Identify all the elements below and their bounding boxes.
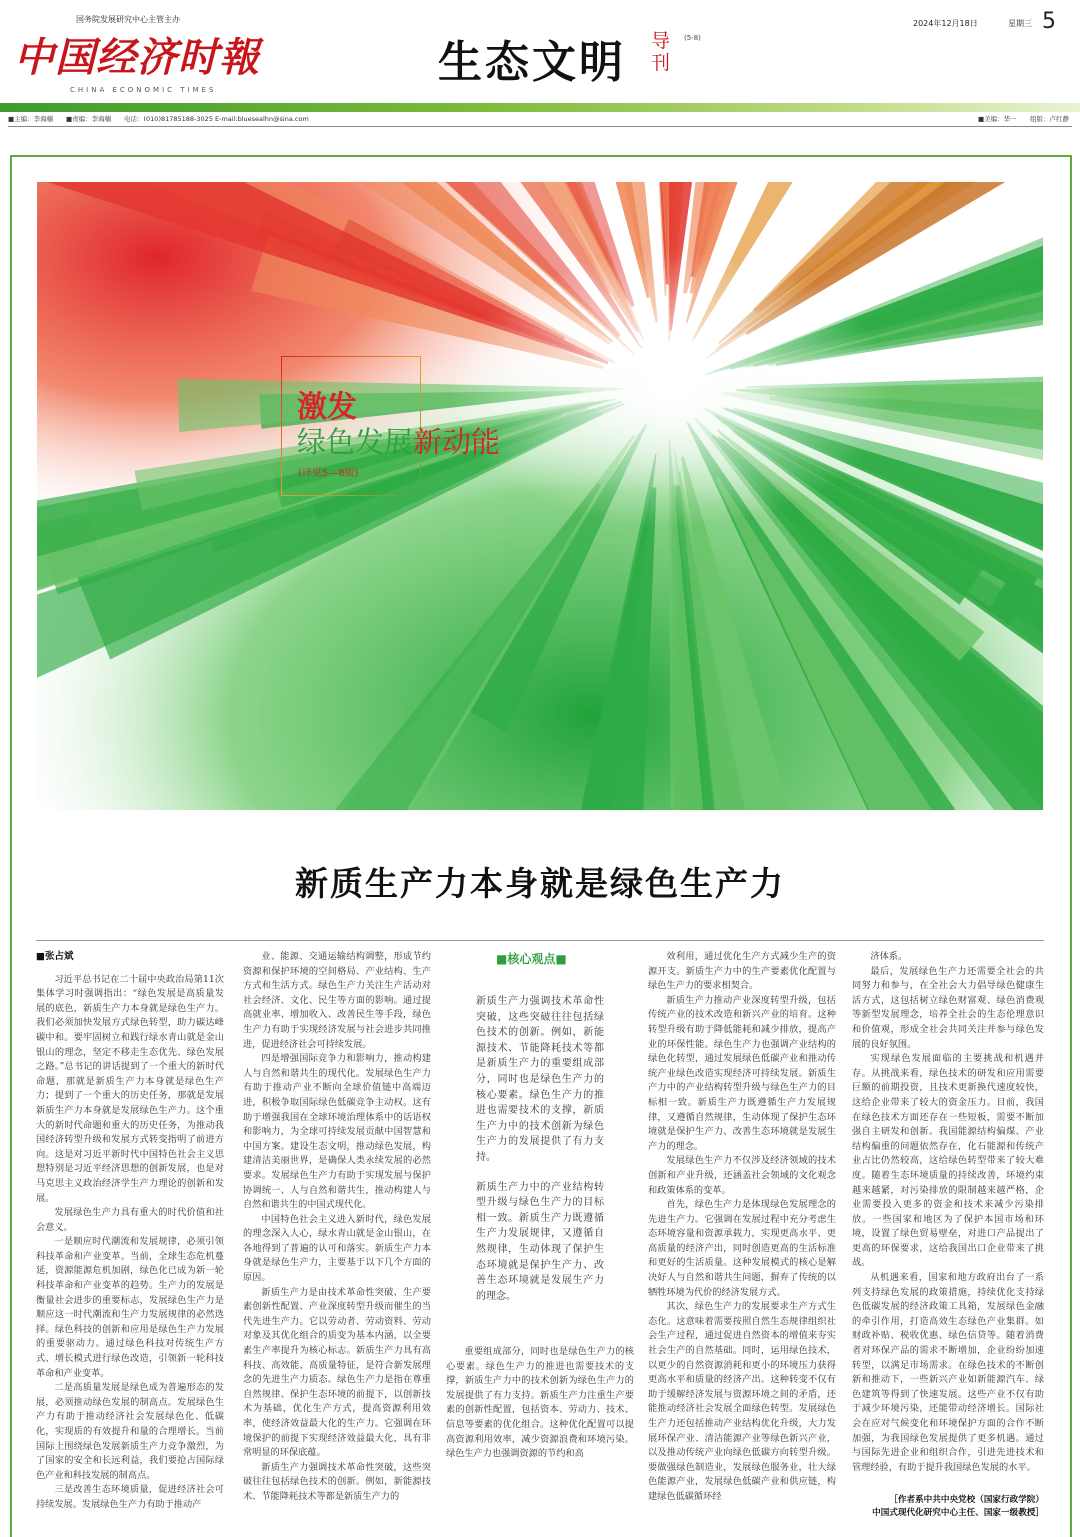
article-headline: 新质生产力本身就是绿色生产力 — [295, 864, 785, 903]
column-2-body — [243, 950, 431, 1505]
article-column-2 — [243, 950, 431, 1510]
sponsor-line: 国务院发展研究中心主管主办 — [76, 15, 180, 24]
paragraph: 从机遇来看，国家和地方政府出台了一系列支持绿色发展的政策措施，持续优化支持绿色低碳发展的经济政策工具箱，发展绿色金融的牵引作用，打造高效生态绿色产业集群。如财政补贴、税收优惠、绿色信贷等。随着消费者对环保产品的需求不断增加，企业纷纷加速转型，以满足市场需求。在绿色技术的不断创新和推动下，一些新兴产业如新能源汽车、绿色建筑等得到了快速发展。这些产业不仅有助于减少环境污染，还能带动经济增长。国际社会在应对气候变化和环境保护方面的合作不断加强，为我国绿色发展提供了更多机遇。通过与国际先进企业和组织合作，引进先进技术和管理经验，有助于提升我国绿色发展的水平。 — [852, 1272, 1044, 1473]
core-viewpoint-body — [476, 994, 604, 1318]
author-byline: ■张占斌 — [36, 951, 74, 962]
issue-weekday: 星期三 — [1008, 19, 1032, 28]
hero-title-red: 新动能 — [413, 425, 501, 459]
guide-pages: (5-8) — [684, 34, 701, 42]
paragraph: 新质生产力推动产业深度转型升级，包括传统产业的技术改造和新兴产业的培育。这种转型升级有助于降低能耗和减少排放，提高产业的环保性能。绿色生产力也强调产业结构的绿色化转型，通过发展绿色低碳产业和推动传统产业绿色改造实现经济可持续发展。新质生产力中的产业结构转型升级与绿色生产力的目标相一致。新质生产力既遵循生产力发展规律，又遵循自然规律，生动体现了保护生态环境就是保护生产力、改善生态环境就是发展生产力的理念。 — [648, 994, 836, 1152]
newspaper-logo[interactable]: 中国经济时報 — [14, 34, 260, 81]
paragraph: 一是顺应时代潮流和发展规律，必须引领科技革命和产业变革。当前，全球生态危机蔓延，资源能源危机加剧，绿色化已成为新一轮科技革命和产业变革的趋势。生产力的发展是衡量社会进步的重要标志，发展绿色生产力是顺应这一时代潮流和生产力发展规律的必然选择。绿色科技的创新和应用是绿色生产力发展的重要驱动力。通过绿色科技对传统生产方式、增长模式进行绿色改造，引领新一轮科技革命和产业变革。 — [36, 1236, 224, 1379]
hero-illustration — [37, 182, 1043, 810]
hero-page-reference[interactable]: (详见5—8版) — [298, 468, 359, 479]
column-3-body — [446, 1345, 634, 1462]
paragraph: 实现绿色发展面临的主要挑战和机遇并存。从挑战来看，绿色技术的研发和应用需要巨额的前期投资，且技术更新换代速度较快，这给企业带来了较大的资金压力。目前，我国在绿色技术方面还存在一些短板，需要不断加强自主研发和创新。我国能源结构偏煤、产业结构偏重的问题依然存在，化石能源和传统产业占比仍然较高，这给绿色转型带来了较大难度。随着生态环境质量的持续改善，环境约束越来越紧，对污染排放的限制越来越严格，企业需要投入更多的资金和技术来减少污染排放。一些国家和地区为了保护本国市场和环境，设置了绿色贸易壁垒，对进口产品提出了更高的环保要求，这给我国出口企业带来了挑战。 — [852, 1053, 1044, 1269]
paragraph: 二是高质量发展是绿色成为普遍形态的发展，必须推动绿色发展的制高点。发展绿色生产力有助于推动经济社会发展绿色化、低碳化，实现质的有效提升和量的合理增长。当前国际上围绕绿色发展新质生产力竞争激烈，为了国家的安全和长远利益，我们要抢占国际绿色产业和科技发展的制高点。 — [36, 1382, 224, 1481]
paragraph: 新质生产力强调技术革命性突破，这些突破往往包括绿色技术的创新。例如，新能源技术、节能降耗技术等都是新质生产力的 — [243, 1461, 431, 1502]
hero-title-line2 — [297, 420, 500, 461]
paragraph: 发展绿色生产力具有重大的时代价值和社会意义。 — [36, 1207, 224, 1233]
page-number: 5 — [1042, 9, 1056, 34]
paragraph: 发展绿色生产力不仅涉及经济领域的技术创新和产业升级，还涵盖社会领域的文化观念和政策体系的变革。 — [648, 1155, 836, 1196]
signature-line-2: 中国式现代化研究中心主任、国家一级教授］ — [872, 1508, 1044, 1518]
guide-label: 导刊 — [651, 30, 671, 74]
duty-editor: ■责编：李海楠 — [66, 115, 112, 123]
core-viewpoint-box — [446, 944, 634, 1336]
section-title: 生态文明 — [438, 37, 626, 88]
newspaper-logo-english: CHINA ECONOMIC TIMES — [70, 86, 217, 94]
art-editor: ■美编：华一 — [978, 115, 1017, 123]
article-column-1 — [36, 950, 224, 1510]
paragraph: 习近平总书记在二十届中央政治局第11次集体学习时强调指出：“绿色发展是高质量发展的底色，新质生产力本身就是绿色生产力。我们必须加快发展方式绿色转型，助力碳达峰碳中和。要牢固树立和践行绿水青山就是金山银山的理念，坚定不移走生态优先、绿色发展之路。”总书记的讲话提到了一个重大的新时代命题，那就是新质生产力本身就是绿色生产力；提到了一个重大的历史任务，那就是发展新质生产力本身就是发展绿色生产力。这个重大的新时代命题和重大的历史任务，为推动我国经济转型升级和发展方式转变指明了前进方向。这是对习近平新时代中国特色社会主义思想特别是习近平经济思想的创新发展，也是对马克思主义政治经济学生产力理论的创新和发展。 — [36, 973, 224, 1204]
masthead — [0, 0, 1080, 112]
paragraph: 业、能源、交通运输结构调整，形成节约资源和保护环境的空间格局、产业结构、生产方式和生活方式。绿色生产力关注生产活动对社会经济、文化、民生等方面的影响。通过提高就业率、增加收入、改善民生等手段，绿色生产力有助于实现经济发展与社会进步共同推进，促进经济社会可持续发展。 — [243, 951, 431, 1050]
paragraph: 四是增强国际竞争力和影响力，推动构建人与自然和谐共生的现代化。发展绿色生产力有助于推动产业不断向全球价值链中高端迈进，积极争取国际绿色低碳竞争主动权。这有助于增强我国在全球环境治理体系中的话语权和影响力，为全球可持续发展贡献中国智慧和中国方案。建设生态文明，推动绿色发展，构建清洁美丽世界，是确保人类永续发展的必然要求。发展绿色生产力有助于实现发展与保护协调统一、人与自然和谐共生，推动构建人与自然和谐共生的中国式现代化。 — [243, 1053, 431, 1211]
contact-info[interactable]: 电话：(010)81785188-3025 E-mail:bluesealhn@sina.com — [124, 115, 309, 123]
header-green-band — [0, 103, 1080, 112]
hero-title-line1: 激发 — [297, 390, 357, 425]
hero-title-green: 绿色发展 — [297, 425, 414, 459]
paragraph: 新质生产力中的产业结构转型升级与绿色生产力的目标相一致。新质生产力既遵循生产力发展规律，又遵循自然规律，生动体现了保护生态环境就是保护生产力、改善生态环境就是发展生产力的理念。 — [476, 1181, 604, 1302]
article-column-3 — [446, 1345, 634, 1495]
paragraph: 最后，发展绿色生产力还需要全社会的共同努力和参与，在全社会大力倡导绿色健康生活方式，这包括树立绿色财富观、绿色消费观等新型发展理念，培养全社会的生态伦理意识和价值观，形成全社会共同关注并参与绿色发展的良好氛围。 — [852, 965, 1044, 1050]
paragraph: 其次，绿色生产力的发展要求生产方式生态化。这意味着需要按照自然生态规律组织社会生产过程，通过促进自然资本的增值来夯实社会生产的自然基础。同时，运用绿色技术，以更少的自然资源消耗和更小的环境压力获得更高水平和质量的经济产出。这种转变不仅有助于缓解经济发展与资源环境之间的矛盾，还能推动经济社会发展全面绿色转型。发展绿色生产力还包括推动产业结构优化升级，大力发展环保产业、清洁能源产业等绿色新兴产业，以及推动传统产业向绿色低碳方向转型升级。要做强绿色制造业，发展绿色服务业，壮大绿色能源产业，发展绿色低碳产业和供应链，构建绿色低碳循环经 — [648, 1301, 836, 1502]
paragraph: 效利用，通过优化生产方式减少生产的资源开支。新质生产力中的生产要素优化配置与绿色生产力的要求相契合。 — [648, 951, 836, 992]
editor-credits — [8, 113, 1072, 127]
article-column-4 — [648, 950, 836, 1510]
article-column-5 — [852, 950, 1044, 1490]
headline-divider — [36, 940, 1044, 941]
column-1-body — [36, 973, 224, 1510]
author-signature — [852, 1494, 1044, 1520]
chief-editor: ■主编：李海楠 — [8, 115, 54, 123]
paragraph: 首先，绿色生产力是体现绿色发展理念的先进生产力。它强调在发展过程中充分考虑生态环境容量和资源承载力，实现更高水平、更高质量的经济产出，同时创造更高的生活标准和更好的生活质量。这种发展模式的核心是解决好人与自然和谐共生问题，摒弃了传统的以牺牲环境为代价的经济发展方式。 — [648, 1199, 836, 1298]
paragraph: 新质生产力是由技术革命性突破、生产要素创新性配置、产业深度转型升级而催生的当代先进生产力。它以劳动者、劳动资料、劳动对象及其优化组合的质变为基本内涵，以全要素生产率提升为核心标志。新质生产力具有高科技、高效能、高质量特征，是符合新发展理念的先进生产力质态。绿色生产力是指在尊重自然规律、保护生态环境的前提下，以创新技术为基础，优化生产方式，提高资源利用效率，使经济效益最大化的生产力。它强调在环境保护的前提下实现经济效益最大化，具有非常明显的环保底蕴。 — [243, 1286, 431, 1459]
paragraph: 新质生产力强调技术革命性突破，这些突破往往包括绿色技术的创新。例如，新能源技术、节能降耗技术等都是新质生产力的重要组成部分，同时也是绿色生产力的核心要素。绿色生产力的推进也需要技术的支撑，新质生产力中的技术创新为绿色生产力的发展提供了有力支持。 — [476, 996, 604, 1163]
signature-line-1: ［作者系中共中央党校（国家行政学院） — [889, 1495, 1044, 1505]
paragraph: 济体系。 — [870, 951, 908, 962]
issue-date: 2024年12月18日 — [913, 19, 978, 28]
core-viewpoint-title: ■核心观点■ — [496, 952, 567, 966]
column-5-body — [852, 950, 1044, 1475]
burst-graphic — [37, 182, 1043, 810]
paragraph: 中国特色社会主义进入新时代，绿色发展的理念深入人心，绿水青山就是金山银山，在各地得到了普遍的认可和落实。新质生产力本身就是绿色生产力，主要基于以下几个方面的原因。 — [243, 1213, 431, 1284]
paragraph: 三是改善生态环境质量，促进经济社会可持续发展。发展绿色生产力有助于推动产 — [36, 1484, 224, 1510]
layout-editor: 组版：卢红静 — [1030, 115, 1069, 123]
column-4-body — [648, 950, 836, 1505]
paragraph: 重要组成部分，同时也是绿色生产力的核心要素。绿色生产力的推进也需要技术的支撑，新质生产力中的技术创新为绿色生产力的发展提供了有力支持。新质生产力注重生产要素的创新性配置，包括资本、劳动力、技术、信息等要素的优化组合。这种优化配置可以提高资源利用效率，减少资源浪费和环境污染。绿色生产力也强调资源的节约和高 — [446, 1346, 634, 1460]
